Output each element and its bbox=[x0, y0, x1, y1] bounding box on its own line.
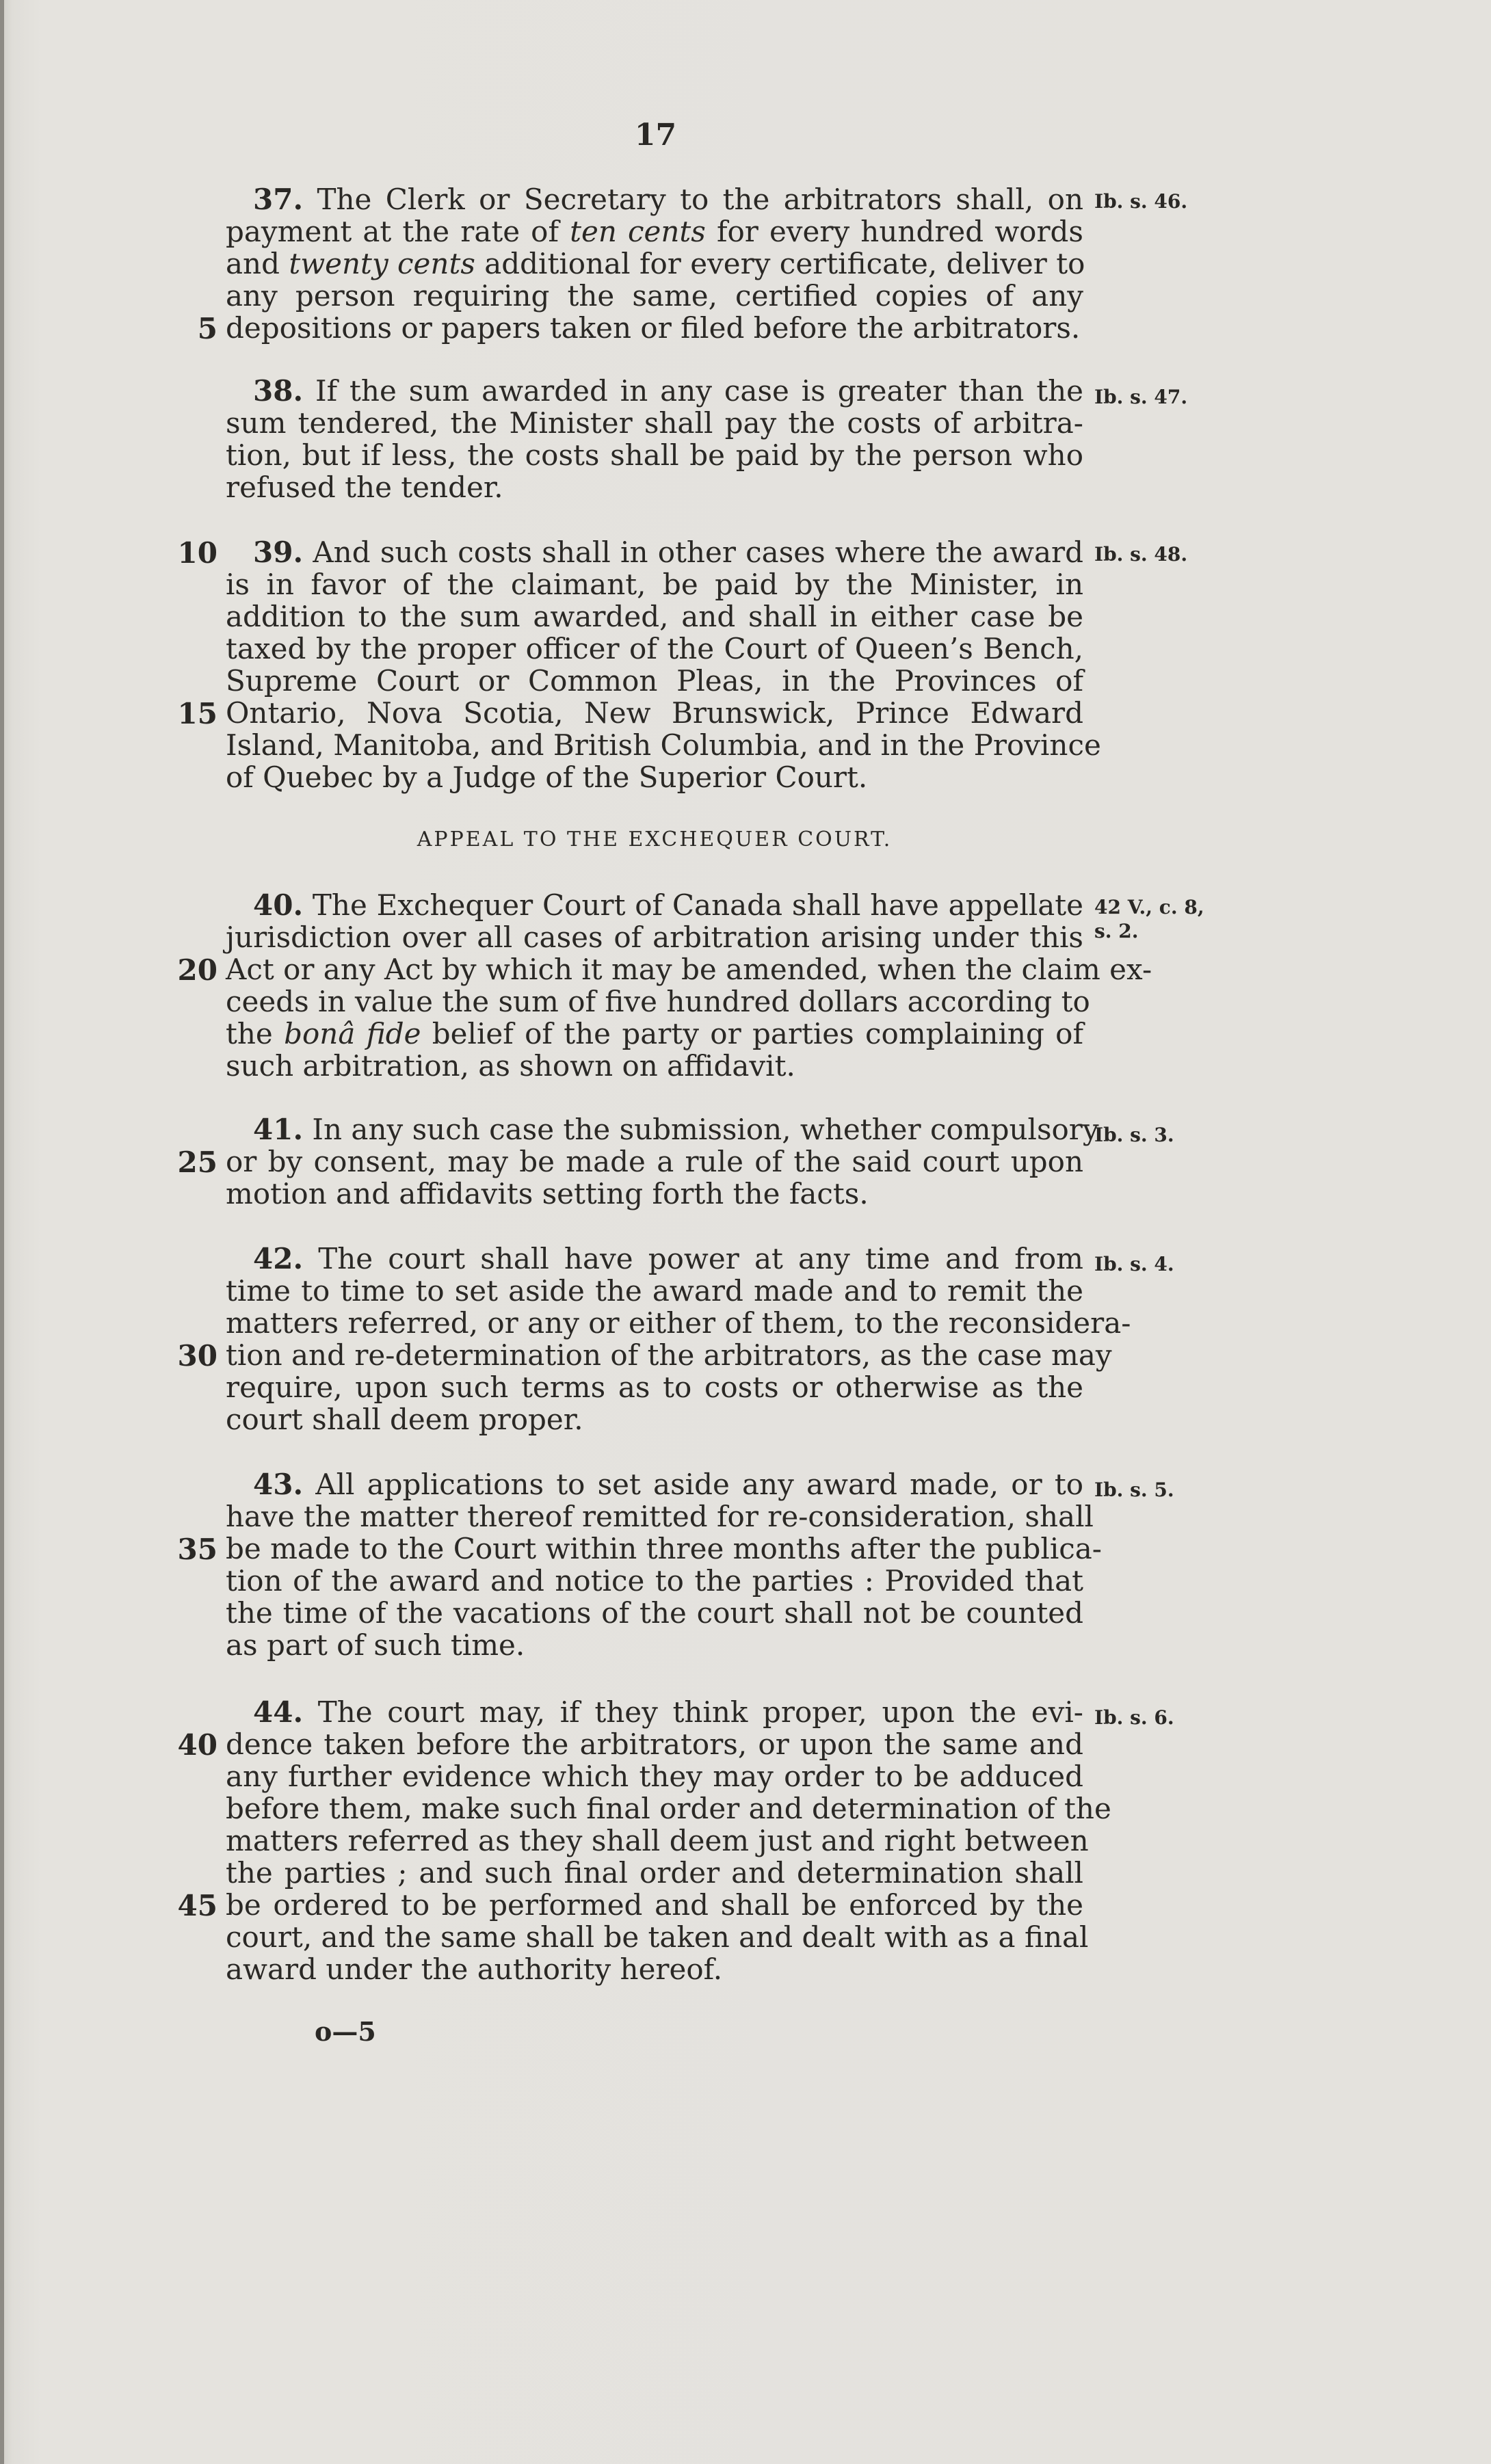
text-line: or by consent, may be made a rule of the said court upon bbox=[226, 1145, 1083, 1178]
section-heading: APPEAL TO THE EXCHEQUER COURT. bbox=[417, 827, 893, 851]
section-number: 37. bbox=[253, 183, 304, 216]
text-line: as part of such time. bbox=[226, 1628, 525, 1662]
text-line: The Clerk or Secretary to the arbitrators shall, on bbox=[303, 183, 1083, 216]
text-line: any person requiring the same, certified copies of any bbox=[226, 279, 1083, 313]
text-line: In any such case the submission, whether compulsory bbox=[303, 1113, 1099, 1146]
text-line: Ontario, Nova Scotia, New Brunswick, Prince Edward bbox=[226, 696, 1083, 730]
margin-note: Ib. s. 3. bbox=[1094, 1124, 1174, 1146]
line-number: 10 bbox=[177, 536, 217, 570]
text-line: require, upon such terms as to costs or otherwise as the bbox=[226, 1370, 1083, 1404]
text-line: court shall deem proper. bbox=[226, 1403, 583, 1436]
section-37 bbox=[226, 183, 1083, 344]
text-line: payment at the rate of bbox=[226, 215, 570, 248]
text-line: jurisdiction over all cases of arbitration arising under this bbox=[226, 920, 1083, 954]
line-number: 40 bbox=[177, 1728, 217, 1762]
text-line: and bbox=[226, 247, 289, 280]
section-44 bbox=[226, 1695, 1111, 1986]
text-line: before them, make such final order and determination of the bbox=[226, 1792, 1111, 1825]
italic-text: bonâ fide bbox=[284, 1017, 421, 1050]
section-41 bbox=[226, 1113, 1099, 1210]
section-number: 42. bbox=[253, 1242, 304, 1275]
text-line: Act or any Act by which it may be amended, when the claim ex- bbox=[226, 953, 1152, 986]
text-line: Supreme Court or Common Pleas, in the Provinces of bbox=[226, 664, 1083, 698]
section-number: 39. bbox=[253, 535, 304, 569]
text-line: If the sum awarded in any case is greater than the bbox=[303, 374, 1083, 408]
text-line: matters referred, or any or either of them, to the reconsidera- bbox=[226, 1306, 1131, 1340]
section-number: 40. bbox=[253, 888, 304, 922]
page-number: 17 bbox=[634, 118, 677, 153]
margin-note: Ib. s. 6. bbox=[1094, 1706, 1174, 1729]
margin-note: s. 2. bbox=[1094, 920, 1139, 942]
page-signature-mark: o—5 bbox=[315, 2016, 376, 2047]
text-line: be ordered to be performed and shall be enforced by the bbox=[226, 1888, 1083, 1922]
text-line: award under the authority hereof. bbox=[226, 1952, 723, 1986]
line-number: 30 bbox=[177, 1339, 217, 1373]
text-line: time to time to set aside the award made and to remit the bbox=[226, 1274, 1083, 1308]
text-line: The Exchequer Court of Canada shall have appellate bbox=[303, 888, 1083, 922]
line-number: 35 bbox=[177, 1533, 217, 1566]
section-39 bbox=[226, 535, 1101, 794]
text-line: And such costs shall in other cases where the award bbox=[303, 535, 1083, 569]
text-line: of Quebec by a Judge of the Superior Court. bbox=[226, 760, 868, 794]
text-line: dence taken before the arbitrators, or upon the same and bbox=[226, 1727, 1083, 1761]
text-line: motion and affidavits setting forth the facts. bbox=[226, 1177, 869, 1210]
text-line: addition to the sum awarded, and shall in either case be bbox=[226, 600, 1083, 633]
text-line: tion and re-determination of the arbitrators, as the case may bbox=[226, 1338, 1112, 1372]
text-line: depositions or papers taken or filed before the arbitrators. bbox=[226, 311, 1081, 345]
section-number: 38. bbox=[253, 374, 304, 408]
section-number: 43. bbox=[253, 1468, 304, 1501]
margin-note: 42 V., c. 8, bbox=[1094, 896, 1204, 918]
text-line: All applications to set aside any award made, or to bbox=[303, 1468, 1083, 1501]
text-line: Island, Manitoba, and British Columbia, and in the Province bbox=[226, 728, 1101, 762]
text-line: court, and the same shall be taken and dealt with as a final bbox=[226, 1920, 1089, 1954]
text-line: sum tendered, the Minister shall pay the costs of arbitra- bbox=[226, 406, 1083, 440]
text-line: the parties ; and such final order and determination shall bbox=[226, 1856, 1083, 1890]
text-line: any further evidence which they may order to be adduced bbox=[226, 1760, 1083, 1793]
italic-text: ten cents bbox=[570, 215, 706, 248]
margin-note: Ib. s. 47. bbox=[1094, 386, 1188, 408]
line-number: 15 bbox=[177, 697, 217, 730]
text-line: additional for every certificate, deliver to bbox=[475, 247, 1085, 280]
text-line: have the matter thereof remitted for re-consideration, shall bbox=[226, 1500, 1094, 1533]
line-number: 20 bbox=[177, 953, 217, 987]
page-spine-shadow bbox=[0, 0, 4, 2464]
text-line: tion of the award and notice to the parties : Provided that bbox=[226, 1564, 1083, 1598]
text-line: the bbox=[226, 1017, 285, 1050]
text-line: ceeds in value the sum of five hundred dollars according to bbox=[226, 985, 1090, 1018]
section-number: 41. bbox=[253, 1113, 304, 1146]
text-line: The court may, if they think proper, upon the evi- bbox=[303, 1695, 1083, 1729]
text-line: such arbitration, as shown on affidavit. bbox=[226, 1049, 795, 1083]
text-line: tion, but if less, the costs shall be paid by the person who bbox=[226, 438, 1083, 472]
margin-note: Ib. s. 5. bbox=[1094, 1479, 1174, 1501]
text-line: refused the tender. bbox=[226, 471, 503, 504]
text-line: is in favor of the claimant, be paid by the Minister, in bbox=[226, 568, 1083, 601]
section-42 bbox=[226, 1242, 1131, 1436]
line-number: 5 bbox=[197, 312, 217, 345]
text-line: be made to the Court within three months after the publica- bbox=[226, 1532, 1102, 1565]
text-line: belief of the party or parties complaining of bbox=[421, 1017, 1083, 1050]
text-line: the time of the vacations of the court shall not be counted bbox=[226, 1596, 1083, 1630]
section-number: 44. bbox=[253, 1695, 304, 1729]
section-38 bbox=[226, 375, 1083, 503]
margin-note: Ib. s. 46. bbox=[1094, 190, 1188, 213]
italic-text: twenty cents bbox=[289, 247, 475, 280]
section-43 bbox=[226, 1468, 1102, 1662]
text-line: The court shall have power at any time and from bbox=[303, 1242, 1083, 1275]
margin-note: Ib. s. 4. bbox=[1094, 1253, 1174, 1275]
line-number: 25 bbox=[177, 1145, 217, 1179]
margin-note: Ib. s. 48. bbox=[1094, 543, 1188, 566]
line-number: 45 bbox=[177, 1889, 217, 1922]
text-line: matters referred as they shall deem just and right between bbox=[226, 1824, 1089, 1857]
text-line: for every hundred words bbox=[705, 215, 1083, 248]
text-line: taxed by the proper officer of the Court of Queen’s Bench, bbox=[226, 632, 1083, 665]
